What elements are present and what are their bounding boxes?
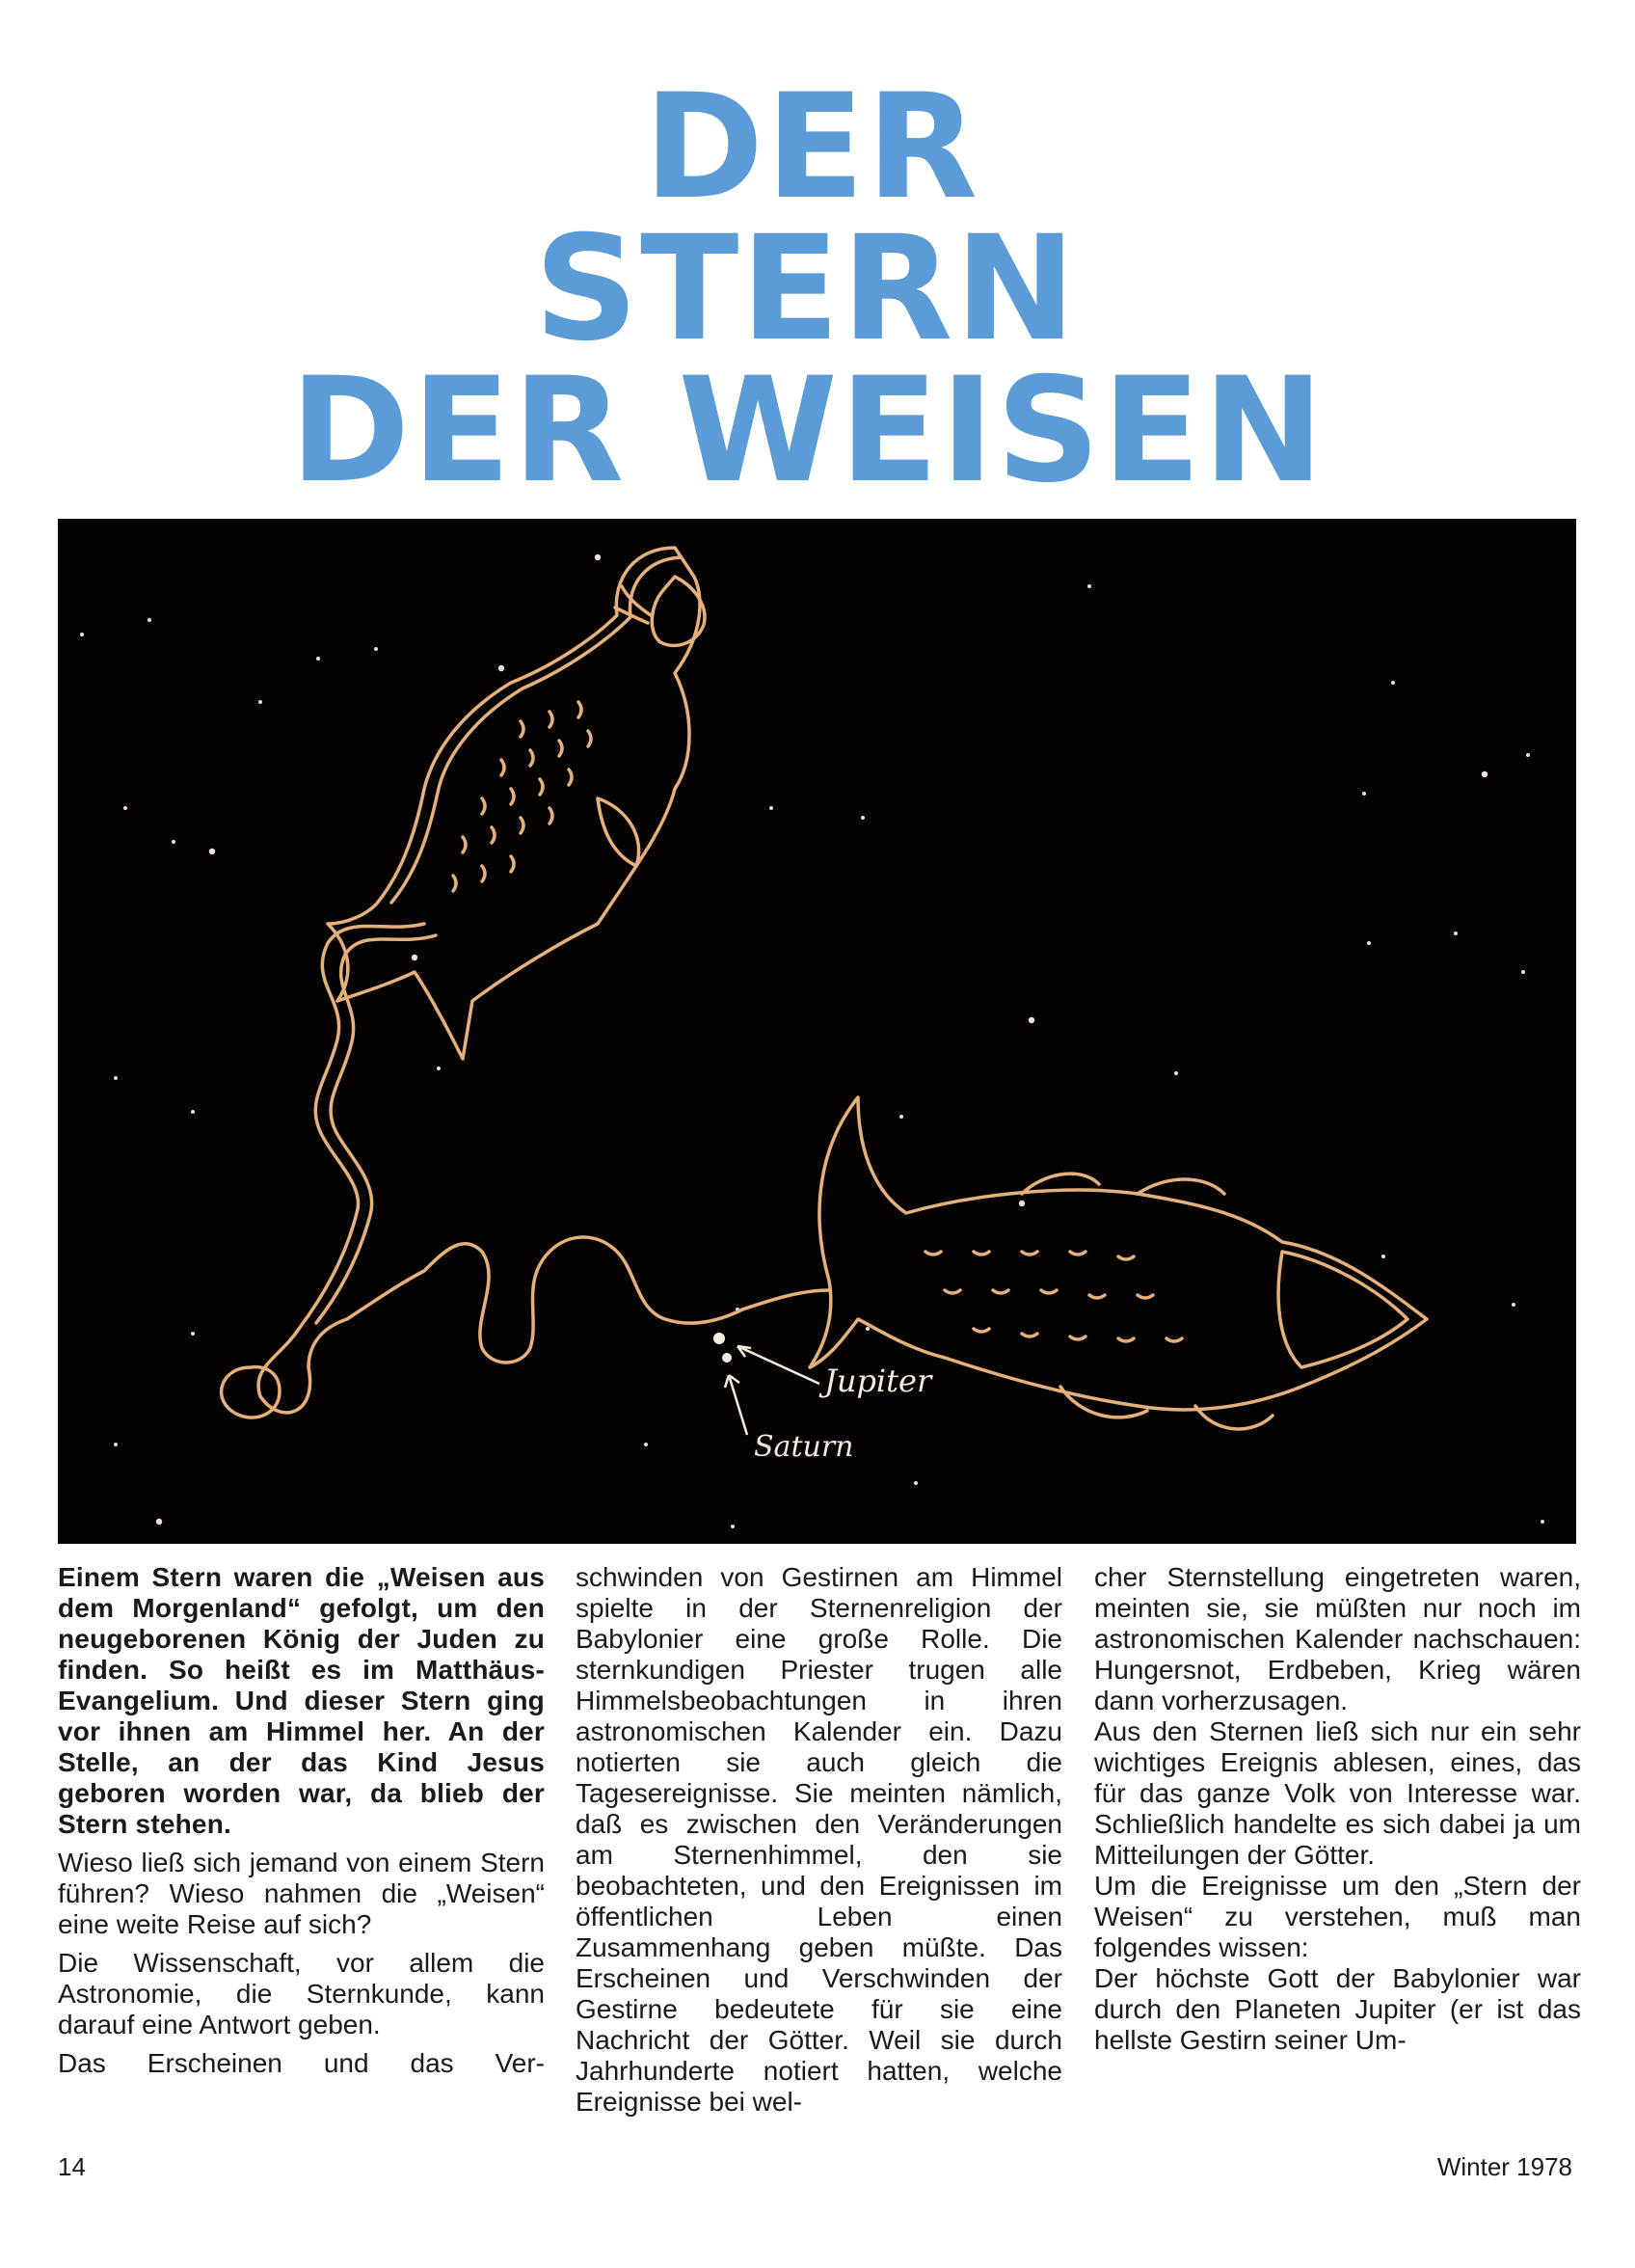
star <box>1362 792 1366 796</box>
page-number: 14 <box>58 2152 86 2181</box>
article-paragraph: Die Wissenschaft, vor allem die Astronomie, die Sternkunde, kann darauf eine Antwort geben. <box>58 1948 545 2039</box>
article-column-3 <box>1094 1562 1581 2064</box>
star <box>914 1481 918 1485</box>
article-paragraph: Der höchste Gott der Babylonier war durch den Planeten Jupiter (er ist das hellste Gestirn seiner Um- <box>1094 1963 1581 2055</box>
star <box>316 657 320 661</box>
star <box>191 1110 195 1114</box>
article-paragraph: schwinden von Gestirnen am Himmel spielte in der Sternenreligion der Babylonier eine große Rolle. Die sternkundigen Priester trugen alle Himmelsbeobachtungen in ihren astronomischen Kalender ein. Dazu notierten sie auch gleich die Tagesereignisse. Sie meinten nämlich, daß es zwischen den Veränderungen am Sternenhimmel, den sie beobachteten, und den Ereignissen im öffentlichen Leben einen Zusammenhang geben müßte. Das Erscheinen und Verschwinden der Gestirne bedeutete für sie eine Nachricht der Götter. Weil sie durch Jahrhunderte notiert hatten, welche Ereignisse bei wel- <box>576 1562 1062 2117</box>
article-paragraph: Aus den Sternen ließ sich nur ein sehr wichtiges Ereignis ablesen, eines, das für das ganze Volk von Interesse war. Schließlich handelte es sich dabei ja um Mitteilungen der Götter. <box>1094 1716 1581 1870</box>
headline-line-1: DER <box>643 64 980 231</box>
headline-line-2: STERN <box>534 205 1078 373</box>
star <box>1521 970 1525 974</box>
star <box>172 840 175 844</box>
star <box>1482 771 1488 777</box>
star <box>412 955 417 960</box>
star <box>1087 584 1091 588</box>
article-lead: Einem Stern waren die „Weisen aus dem Morgenland“ gefolgt, um den neugeborenen König der Juden zu finden. So heißt es im Matthäus-Evangelium. Und dieser Stern ging vor ihnen am Himmel her. An der Stelle, an der das Kind Jesus geboren worden war, da blieb der Stern stehen. <box>58 1562 545 1839</box>
jupiter-label: Jupiter <box>824 1363 932 1399</box>
star <box>866 1327 870 1331</box>
star <box>1526 753 1530 757</box>
star <box>156 1519 162 1525</box>
star <box>861 816 865 820</box>
star <box>1029 1017 1034 1023</box>
headline-line-3: DER WEISEN <box>289 347 1327 515</box>
article-paragraph: cher Sternstellung eingetreten waren, meinten sie, sie müßten nur noch im astronomischen Kalender nachschauen: Hungersnot, Erdbeben, Krieg wären dann vorherzusagen. <box>1094 1562 1581 1715</box>
star <box>209 849 215 854</box>
star <box>899 1115 903 1119</box>
star <box>1454 932 1458 935</box>
star <box>1019 1201 1025 1206</box>
constellation-drawing <box>58 519 1576 1544</box>
star <box>1512 1303 1515 1307</box>
star <box>191 1332 195 1336</box>
star <box>769 806 773 810</box>
article-paragraph: Das Erscheinen und das Ver- <box>58 2048 545 2078</box>
star <box>374 647 378 651</box>
star <box>114 1076 118 1080</box>
star <box>80 633 84 636</box>
star <box>258 700 262 704</box>
star <box>1391 681 1395 685</box>
pisces-constellation-illustration <box>58 519 1576 1544</box>
star <box>644 1443 648 1446</box>
star <box>498 665 504 671</box>
star <box>595 554 601 560</box>
star <box>1381 1255 1385 1258</box>
star <box>114 1443 118 1446</box>
star <box>1541 1520 1544 1524</box>
star <box>731 1525 735 1528</box>
star <box>1367 941 1371 945</box>
article-column-1 <box>58 1562 545 2087</box>
star <box>1174 1071 1178 1075</box>
article-paragraph: Um die Ereignisse um den „Stern der Weisen“ zu verstehen, muß man folgendes wissen: <box>1094 1871 1581 1962</box>
article-column-2 <box>576 1562 1062 2125</box>
issue-label: Winter 1978 <box>1436 2152 1572 2181</box>
saturn-label: Saturn <box>754 1430 854 1464</box>
article-paragraph: Wieso ließ sich jemand von einem Stern führen? Wieso nahmen die „Weisen“ eine weite Reise auf sich? <box>58 1848 545 1939</box>
star <box>123 806 127 810</box>
jupiter-dot <box>713 1333 725 1344</box>
saturn-dot <box>722 1353 732 1363</box>
star <box>147 618 151 622</box>
star <box>437 1066 441 1070</box>
